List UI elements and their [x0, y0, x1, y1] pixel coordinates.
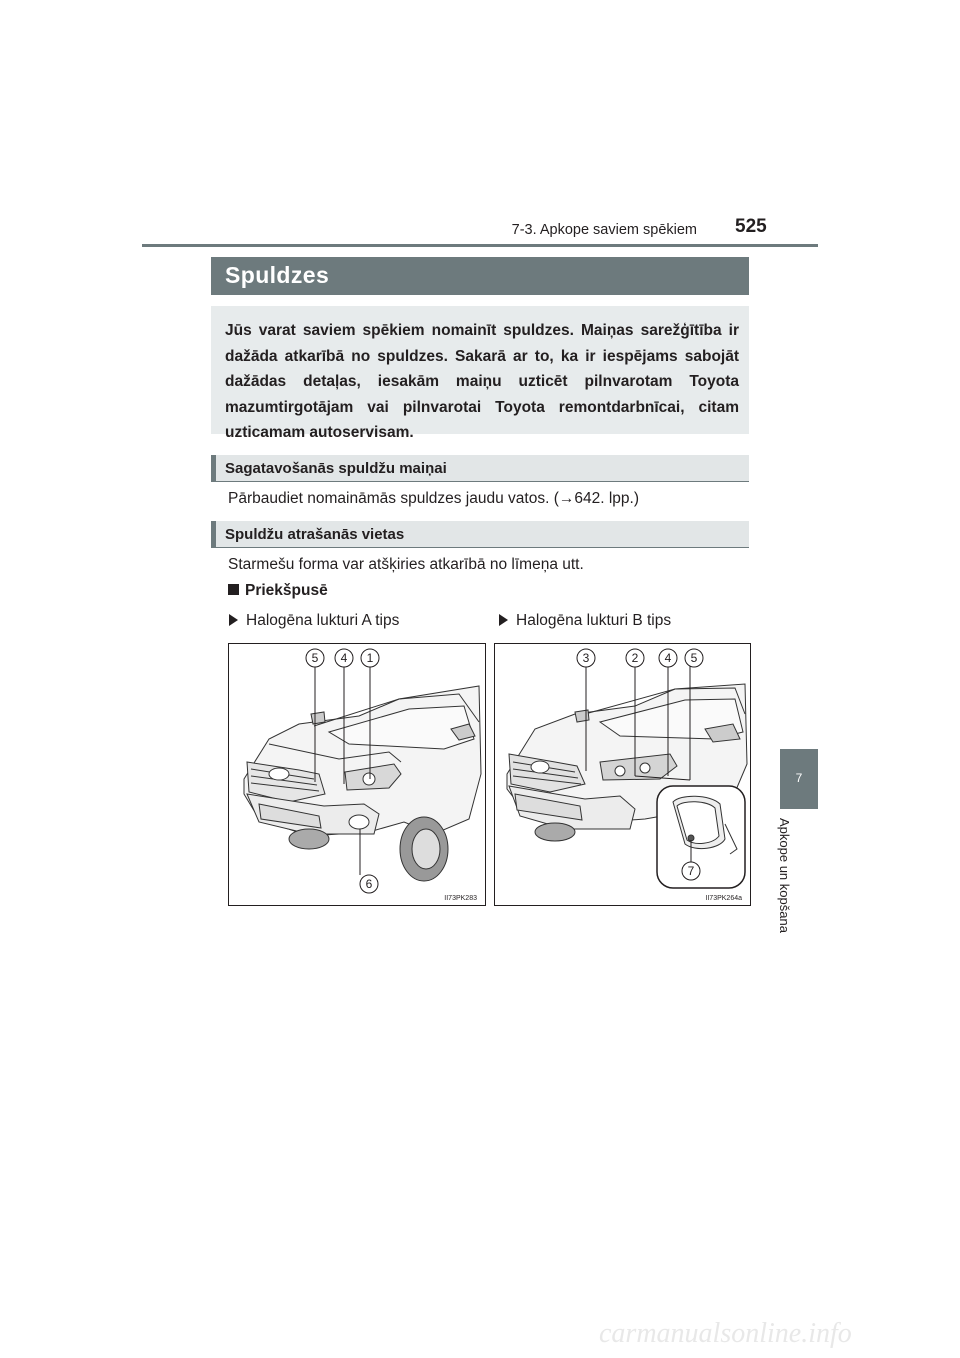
figure-type-b — [494, 643, 751, 906]
callout-3: 3 — [582, 651, 590, 665]
figure-type-a — [228, 643, 486, 906]
square-bullet-icon — [228, 584, 239, 595]
subheading-text: Spuldžu atrašanās vietas — [225, 526, 405, 543]
subheading-preparation — [211, 455, 749, 482]
subheading-accent-bar — [211, 521, 216, 547]
page-number: 525 — [735, 216, 767, 237]
chapter-tab — [780, 749, 818, 809]
subheading-accent-bar — [211, 455, 216, 481]
footer-watermark — [599, 1318, 939, 1350]
chapter-side-label — [772, 818, 812, 958]
callout-1: 1 — [366, 651, 374, 665]
watermark-text: carmanualsonline.info — [599, 1318, 852, 1349]
intro-text: Jūs varat saviem spēkiem nomainīt spuldzes. Maiņas sarežģītība ir dažāda atkarībā no spuldzes. Sakarā ar to, ka ir iespējams sabojāt dažādas detaļas, iesakām maiņu uzticēt pilnvarotam Toyota mazumtirgotājam vai pilnvarotai Toyota remontdarbnīcai, citam uzticamam autoservisam. — [225, 322, 739, 441]
figure-label-type-a — [229, 612, 399, 630]
body-text-shape: Starmešu forma var atšķiries atkarībā no līmeņa utt. — [228, 556, 584, 573]
figure-code: II73PK283 — [444, 895, 477, 902]
chapter-number: 7 — [795, 771, 803, 785]
title-bar — [211, 257, 749, 295]
figure-code: II73PK264a — [705, 895, 742, 902]
callout-2: 2 — [631, 651, 639, 665]
header-rule — [142, 244, 818, 247]
body-text-wattage: Pārbaudiet nomaināmās spuldzes jaudu vatos. (→642. lpp.) — [228, 490, 639, 507]
callout-7: 7 — [687, 864, 695, 878]
header-section-title: 7-3. Apkope saviem spēkiem — [511, 222, 697, 238]
figure-label-type-b — [499, 612, 671, 630]
callout-4: 4 — [664, 651, 672, 665]
triangle-bullet-icon — [229, 614, 238, 626]
callout-5: 5 — [690, 651, 698, 665]
callout-4: 4 — [340, 651, 348, 665]
callouts-type-b — [495, 644, 750, 905]
figure-label-text: Halogēna lukturi B tips — [516, 612, 672, 629]
front-label-text: Priekšpusē — [245, 582, 328, 599]
chapter-title: Apkope un kopšana — [777, 818, 792, 933]
subheading-locations — [211, 521, 749, 548]
callouts-type-a — [229, 644, 485, 905]
callout-5: 5 — [311, 651, 319, 665]
page-title: Spuldzes — [225, 262, 330, 288]
intro-box — [211, 306, 749, 441]
subheading-text: Sagatavošanās spuldžu maiņai — [225, 460, 447, 477]
front-label — [228, 582, 328, 600]
figure-label-text: Halogēna lukturi A tips — [246, 612, 400, 629]
callout-6: 6 — [365, 877, 373, 891]
triangle-bullet-icon — [499, 614, 508, 626]
